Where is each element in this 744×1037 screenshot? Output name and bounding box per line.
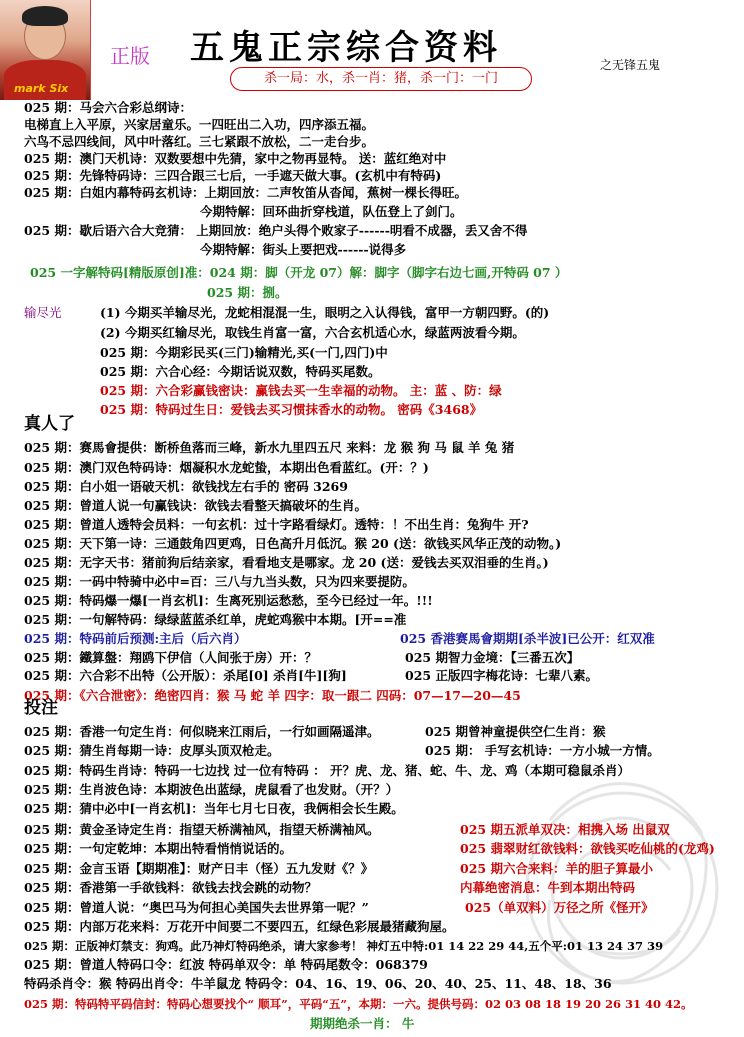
text-line: 025 期：鐵算盤：翔鸥下伊信（人间张于房）开：？: [24, 650, 317, 665]
text-line: 025 期曾神童提供空仁生肖：猴: [425, 724, 606, 739]
text-line: 025 期：曾道人说一句赢钱诀：欲钱去看整天搞破坏的生肖。: [24, 498, 367, 513]
text-line: 今期特解：回环曲折穿栈道，队伍登上了剑门。: [200, 204, 463, 219]
author-name: 之无锋五鬼: [600, 58, 661, 72]
kill-slogan: 杀一局：水，杀一肖：猪，杀一门：一门: [230, 67, 532, 91]
text-line: 025 期：黄金圣诗定生肖：指望天桥满袖风，指望天桥满袖风。: [24, 822, 380, 837]
text-line: 六鸟不忌四线间，风中叶落红。三七紧跟不放松，二一走台步。: [24, 134, 375, 149]
text-line: 025 期：马会六合彩总纲诗：: [24, 100, 192, 115]
text-line: 025 期：澳门天机诗：双数要想中先猜，家中之物再显特。 送：蓝红绝对中: [24, 151, 447, 166]
text-line: 025 期：赛馬會提供：断桥鱼落而三峰，新水九里四五尺 来料：龙 猴 狗 马 鼠 羊 兔 猪: [24, 440, 515, 455]
text-line: 025 期：特码爆一爆[一肖玄机]：生离死别运愁愁，至今已经过一年。!!!: [24, 593, 433, 608]
text-line: 特码杀肖令：猴 特码出肖令：牛羊鼠龙 特码令：04、16、19、06、20、40、25、11、48、18、36: [24, 976, 612, 991]
text-line: 025 正版四字梅花诗：七辈八素。: [405, 668, 598, 683]
text-line: 025 期智力金境：【三番五次】: [405, 650, 580, 665]
text-line: 025 期五派单双决：相携入场 出鼠双: [460, 822, 670, 837]
photo-hair: [22, 6, 68, 26]
text-line: 025 期：猜中必中[一肖玄机]：当年七月七日夜，我俩相会长生殿。: [24, 801, 404, 816]
text-line: 025（单双料）万径之所《怪开》: [465, 900, 654, 915]
page-title: 五鬼正宗综合资料: [190, 28, 502, 68]
text-line: 期期绝杀一肖： 牛: [310, 1016, 415, 1031]
text-line: 025 期：特码过生日：爱钱去买习惯抹香水的动物。 密码《3468》: [100, 402, 483, 417]
text-line: 025 期：内部万花来料：万花开中间要二不要四五，红绿色彩展最猪藏狗屋。: [24, 919, 455, 934]
text-line: 025 期：白小姐一语破天机：欲钱找左右手的 密码 3269: [24, 479, 348, 494]
text-line: 025 期：曾道人特码口令：红波 特码单双令：单 特码尾数令：068379: [24, 957, 428, 972]
text-line: 025 期：一码中特骑中必中=百：三八与九当头数，只为四来要提防。: [24, 574, 415, 589]
text-line: (1) 今期买羊输尽光，龙蛇相混混一生，眼明之入认得钱，富甲一方朝四野。(的): [100, 305, 550, 320]
text-line: 今期特解：街头上要把戏------说得多: [200, 242, 407, 257]
text-line: 025 期：六合彩不出特（公开版）：杀尾[0] 杀肖[牛][狗]: [24, 668, 347, 683]
text-line: 025 期：香港第一手欲钱料：欲钱去找会跳的动物？: [24, 880, 317, 895]
text-line: 025 期：先锋特码诗：三四合跟三七后，一手遮天做大事。(玄机中有特码): [24, 168, 442, 183]
mark-six-logo: mark Six: [14, 82, 69, 95]
text-line: 025 期：特码生肖诗：特码一七边找 过一位有特码 ： 开？虎、龙、猪、蛇、牛、龙、鸡（本期可稳鼠杀肖）: [24, 763, 631, 778]
text-line: (2) 今期买红输尽光，取钱生肖富一富，六合玄机适心水，绿蓝两波看今期。: [100, 325, 525, 340]
text-line: 内幕绝密消息：牛到本期出特码: [460, 880, 636, 895]
text-line: 025 期：天下第一诗：三通鼓角四更鸡，日色高升月低沉。猴 20 (送：欲钱买风华正茂的动物。): [24, 536, 562, 551]
text-line: 025 期：特码前后预测:主后（后六肖）: [24, 631, 247, 646]
text-line: 025 期：《六合泄密》：绝密四肖：猴 马 蛇 羊 四字：取一跟二 四码：07—17—20—45: [24, 688, 521, 703]
text-line: 025 期：一句定乾坤：本期出特看悄悄说话的。: [24, 841, 292, 856]
text-line: 025 期：猜生肖每期一诗：皮厚头顶双枪走。: [24, 743, 280, 758]
text-line: 025 期：六合心经：今期话说双数，特码买尾数。: [100, 364, 381, 379]
text-line: 025 期：歇后语六合大竞猜： 上期回放：绝户头得个败家子------明看不成器，丢又舍不得: [24, 223, 528, 238]
text-line: 025 期：六合彩赢钱密诀：赢钱去买一生幸福的动物。 主：蓝 、防：绿: [100, 383, 502, 398]
section-label: 输尽光: [24, 305, 62, 320]
text-line: 025 期：曾道人说：“奥巴马为何担心美国失去世界第一呢？”: [24, 900, 369, 915]
section-heading: 投注: [24, 698, 58, 718]
text-line: 025 期：香港一句定生肖：何似晓来江雨后，一行如画隔遥津。: [24, 724, 380, 739]
text-line: 025 期：金言玉语【期期准】：财产日丰（怪）五九发财《？》: [24, 861, 374, 876]
author-photo: [0, 0, 91, 100]
edition-label: 正版: [110, 44, 150, 68]
text-line: 025 期：曾道人透特会员料：一句玄机：过十字路看绿灯。透特：！不出生肖：兔狗牛 开?: [24, 517, 529, 532]
text-line: 025 期：白姐内幕特码玄机诗：上期回放：二声牧笛从沓闻，蕉树一棵长得旺。: [24, 185, 467, 200]
text-line: 025 一字解特码[精版原创]准：024 期：脚（开龙 07）解：脚字（脚字右边七画,开特码 07 ）: [30, 265, 568, 280]
text-line: 025 期：无字天书：猪前狗后结亲家，看看地支是哪家。龙 20 (送：爱钱去买双泪垂的生肖。): [24, 555, 549, 570]
text-line: 025 香港赛馬會期期[杀半波]已公开：红双准: [400, 631, 655, 646]
text-line: 025 期：一句解特码：绿绿蓝蓝杀红单，虎蛇鸡猴中本期。[开==准: [24, 612, 407, 627]
text-line: 025 期六合来料：羊的胆子算最小: [460, 861, 653, 876]
text-line: 电梯直上入平原，兴家居童乐。一四旺出二入功，四序添五福。: [24, 117, 375, 132]
text-line: 025 期： 手写玄机诗：一方小城一方情。: [425, 743, 660, 758]
text-line: 025 期：澳门双色特码诗：烟凝积水龙蛇蛰，本期出色看蓝红。(开：？): [24, 460, 429, 475]
text-line: 025 期：生肖波色诗：本期波色出蓝绿，虎鼠看了也发财。（开？）: [24, 782, 399, 797]
text-line: 025 期：捌。: [207, 285, 288, 300]
text-line: 025 翡翠财红欲钱料：欲钱买吃仙桃的(龙鸡): [460, 841, 715, 856]
text-line: 025 期：今期彩民买(三门)输精光,买(一门,四门)中: [100, 345, 388, 360]
text-line: 025 期：特码特平码信封：特码心想要找个“ 顺耳”，平码“五”，本期：一六。提供号码：02 03 08 18 19 20 26 31 40 42。: [24, 997, 693, 1011]
section-heading: 真人了: [24, 414, 75, 434]
text-line: 025 期：正版神灯禁支：狗鸡。此乃神灯特码绝杀，请大家参考！ 神灯五中特:01 14 22 29 44,五个平:01 13 24 37 39: [24, 939, 664, 953]
